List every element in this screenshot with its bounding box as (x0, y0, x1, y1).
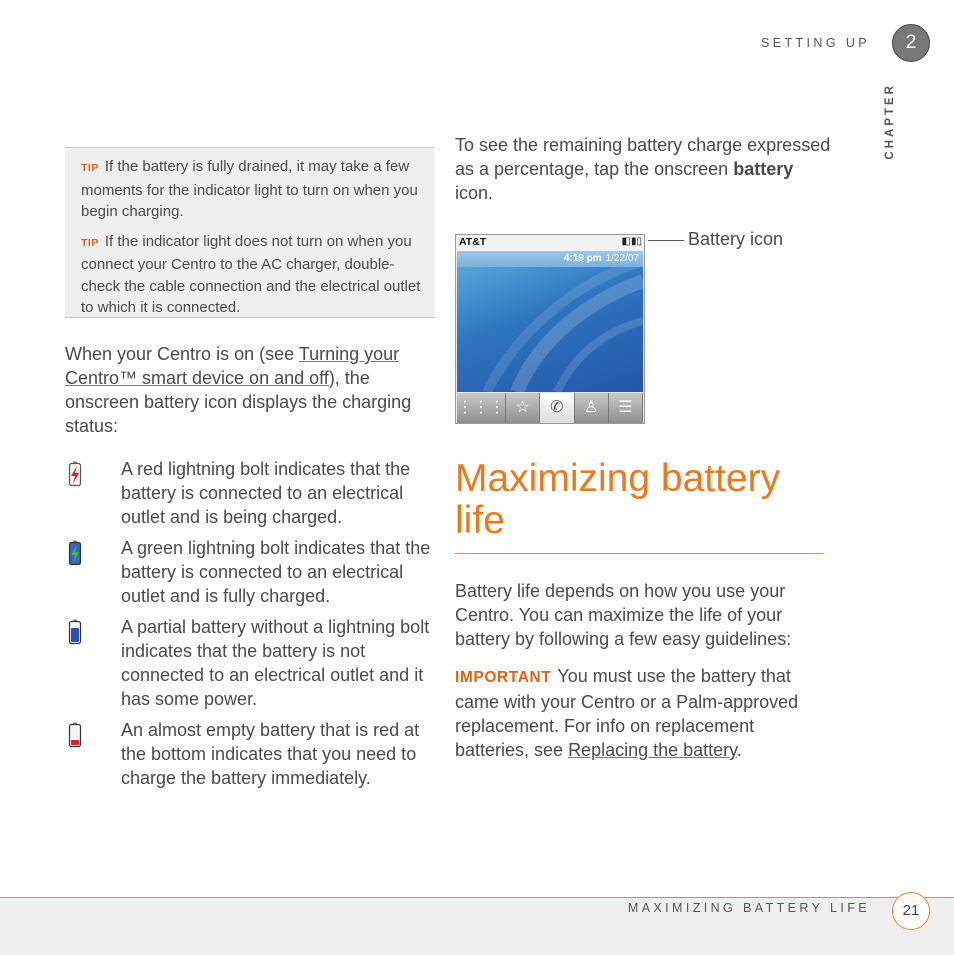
phone-screenshot (455, 234, 645, 424)
running-header: SETTING UP (760, 36, 870, 50)
carrier-label: AT&T (459, 236, 487, 248)
favorites-star-icon[interactable]: ☆ (506, 393, 540, 423)
tip-label: TIP (81, 162, 99, 174)
section-paragraph: Battery life depends on how you use your Centro. You can maximize the life of your battery by following a few easy guidelines: (455, 581, 792, 649)
tip-text: If the battery is fully drained, it may take a few moments for the indicator light to turn on when you begin charging. (81, 158, 418, 220)
battery-low-icon (68, 722, 82, 748)
instruction-text: To see the remaining battery charge expressed as a percentage, tap the onscreen (455, 135, 831, 179)
battery-signal-icon[interactable]: ◧▮▯ (621, 236, 642, 247)
replacing-battery-link[interactable]: Replacing the battery (568, 740, 737, 760)
list-item (65, 536, 437, 608)
battery-icon-callout: Battery icon (688, 229, 784, 249)
list-item (65, 615, 437, 711)
tip-text: If the indicator light does not turn on when you connect your Centro to the AC charger, double-check the cable connection and the electrical outlet to which it is connected. (81, 232, 421, 316)
phone-status-bar (456, 235, 644, 251)
percentage-instructions (455, 133, 835, 205)
important-text: You must use the battery that came with your Centro or a Palm-approved replacement. For info on replacement batteries, see (455, 666, 799, 760)
important-label: IMPORTANT (455, 669, 552, 686)
apps-grid-icon[interactable]: ⋮⋮⋮ (457, 393, 506, 423)
list-menu-icon[interactable]: ☰ (609, 393, 643, 423)
phone-time: 4:19 pm (563, 253, 602, 264)
wallpaper-swirl (457, 251, 643, 392)
callout-leader-line (648, 240, 684, 241)
contacts-person-icon[interactable]: ♙ (575, 393, 609, 423)
status-text: A partial battery without a lightning bolt indicates that the battery is not connected to an electrical outlet and it has some power. (121, 617, 430, 709)
page-number: 21 (892, 892, 930, 930)
phone-handset-icon[interactable]: ✆ (540, 393, 574, 423)
battery-red-bolt-icon (68, 461, 82, 487)
phone-time-bar (457, 251, 643, 267)
list-item (65, 457, 437, 529)
chapter-number-badge: 2 (892, 24, 930, 62)
section-body (455, 579, 827, 762)
tip-label: TIP (81, 236, 99, 249)
tip-paragraph (81, 156, 423, 223)
battery-status-intro (65, 342, 437, 438)
title-divider (455, 553, 824, 554)
chapter-label: CHAPTER (884, 83, 896, 160)
phone-date: 1/22/07 (605, 253, 639, 264)
running-footer: MAXIMIZING BATTERY LIFE (627, 901, 870, 915)
important-note (455, 664, 827, 762)
turning-on-off-link[interactable]: Turning your Centro™ smart device on and off (65, 344, 400, 388)
intro-text: When your Centro is on (see (65, 344, 299, 364)
important-end: . (736, 740, 742, 760)
status-text: A green lightning bolt indicates that the battery is connected to an electrical outlet and is fully charged. (121, 538, 431, 606)
section-title: Maximizing battery life (455, 457, 781, 542)
intro-text-end: ), the onscreen battery icon displays the charging status: (65, 368, 412, 436)
status-text: An almost empty battery that is red at the bottom indicates that you need to charge the battery immediately. (121, 720, 420, 788)
status-text: A red lightning bolt indicates that the battery is connected to an electrical outlet and is being charged. (121, 459, 411, 527)
phone-wallpaper (457, 251, 643, 392)
battery-green-bolt-icon (68, 540, 82, 566)
list-item (65, 718, 437, 790)
tip-paragraph (81, 231, 423, 319)
battery-partial-icon (68, 619, 82, 645)
instruction-text-end: icon. (455, 183, 494, 203)
battery-keyword: battery (733, 159, 794, 179)
phone-dock (457, 393, 643, 423)
battery-status-list (65, 457, 437, 797)
tip-box (65, 147, 435, 318)
